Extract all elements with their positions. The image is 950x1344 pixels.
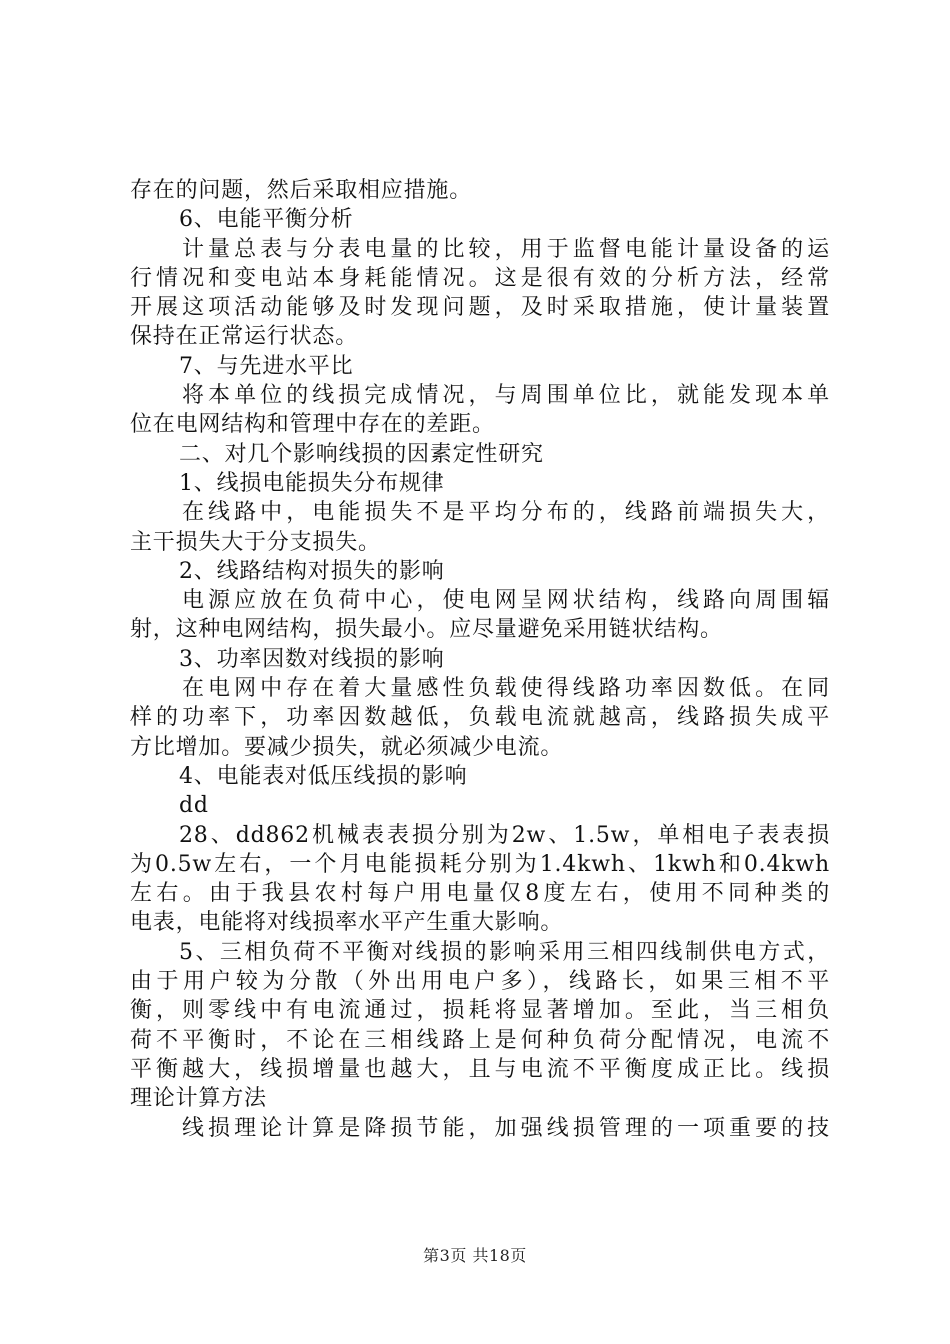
section-heading: 4、电能表对低压线损的影响 (179, 763, 468, 789)
paragraph-line: 在电网中存在着大量感性负载使得线路功率因数低。在同 (182, 676, 830, 702)
section-heading: 3、功率因数对线损的影响 (179, 646, 445, 672)
paragraph-line: 保持在正常运行状态。 (130, 324, 359, 350)
document-body (130, 176, 830, 1143)
paragraph-line: 射，这种电网结构，损失最小。应尽量避免采用链状结构。 (130, 617, 723, 643)
paragraph-line: 样的功率下，功率因数越低，负载电流就越高，线路损失成平 (130, 705, 830, 731)
paragraph-line: 位在电网结构和管理中存在的差距。 (130, 412, 495, 438)
section-heading: 2、线路结构对损失的影响 (179, 558, 445, 584)
paragraph-line: 行情况和变电站本身耗能情况。这是很有效的分析方法，经常 (130, 265, 830, 291)
paragraph-line: 计量总表与分表电量的比较，用于监督电能计量设备的运 (182, 236, 830, 262)
paragraph-line: 5、三相负荷不平衡对线损的影响采用三相四线制供电方式， (179, 939, 830, 965)
paragraph-line: 将本单位的线损完成情况，与周围单位比，就能发现本单 (182, 383, 830, 409)
paragraph-line: 电源应放在负荷中心，使电网呈网状结构，线路向周围辐 (182, 588, 830, 614)
section-heading: 6、电能平衡分析 (179, 207, 354, 233)
paragraph-line: 荷不平衡时，不论在三相线路上是何种负荷分配情况，电流不 (130, 1027, 830, 1053)
section-heading: 二、对几个影响线损的因素定性研究 (179, 441, 544, 467)
paragraph-line: 方比增加。要减少损失，就必须减少电流。 (130, 734, 564, 760)
paragraph-line: 理论计算方法 (130, 1086, 267, 1112)
paragraph-line: 开展这项活动能够及时发现问题，及时采取措施，使计量装置 (130, 295, 830, 321)
page-footer: 第3页 共18页 (423, 1246, 527, 1265)
paragraph-line: dd (179, 793, 209, 819)
text-line: 存在的问题，然后采取相应措施。 (130, 178, 473, 203)
paragraph-line: 平衡越大，线损增量也越大，且与电流不平衡度成正比。线损 (130, 1056, 830, 1082)
section-heading: 7、与先进水平比 (179, 353, 354, 379)
paragraph-line: 在线路中，电能损失不是平均分布的，线路前端损失大， (182, 500, 830, 526)
paragraph-line: 衡，则零线中有电流通过，损耗将显著增加。至此，当三相负 (130, 998, 830, 1024)
paragraph-line: 线损理论计算是降损节能，加强线损管理的一项重要的技 (182, 1115, 830, 1141)
paragraph-line: 由于用户较为分散（外出用电户多），线路长，如果三相不平 (130, 969, 830, 995)
paragraph-line: 电表，电能将对线损率水平产生重大影响。 (130, 910, 564, 936)
paragraph-line: 主干损失大于分支损失。 (130, 529, 381, 555)
paragraph-line: 左右。由于我县农村每户用电量仅8度左右，使用不同种类的 (130, 881, 830, 907)
paragraph-line: 为0.5w左右，一个月电能损耗分别为1.4kwh、1kwh和0.4kwh (130, 851, 830, 877)
section-heading: 1、线损电能损失分布规律 (179, 470, 445, 496)
paragraph-line: 28、dd862机械表表损分别为2w、1.5w，单相电子表表损 (179, 822, 830, 848)
